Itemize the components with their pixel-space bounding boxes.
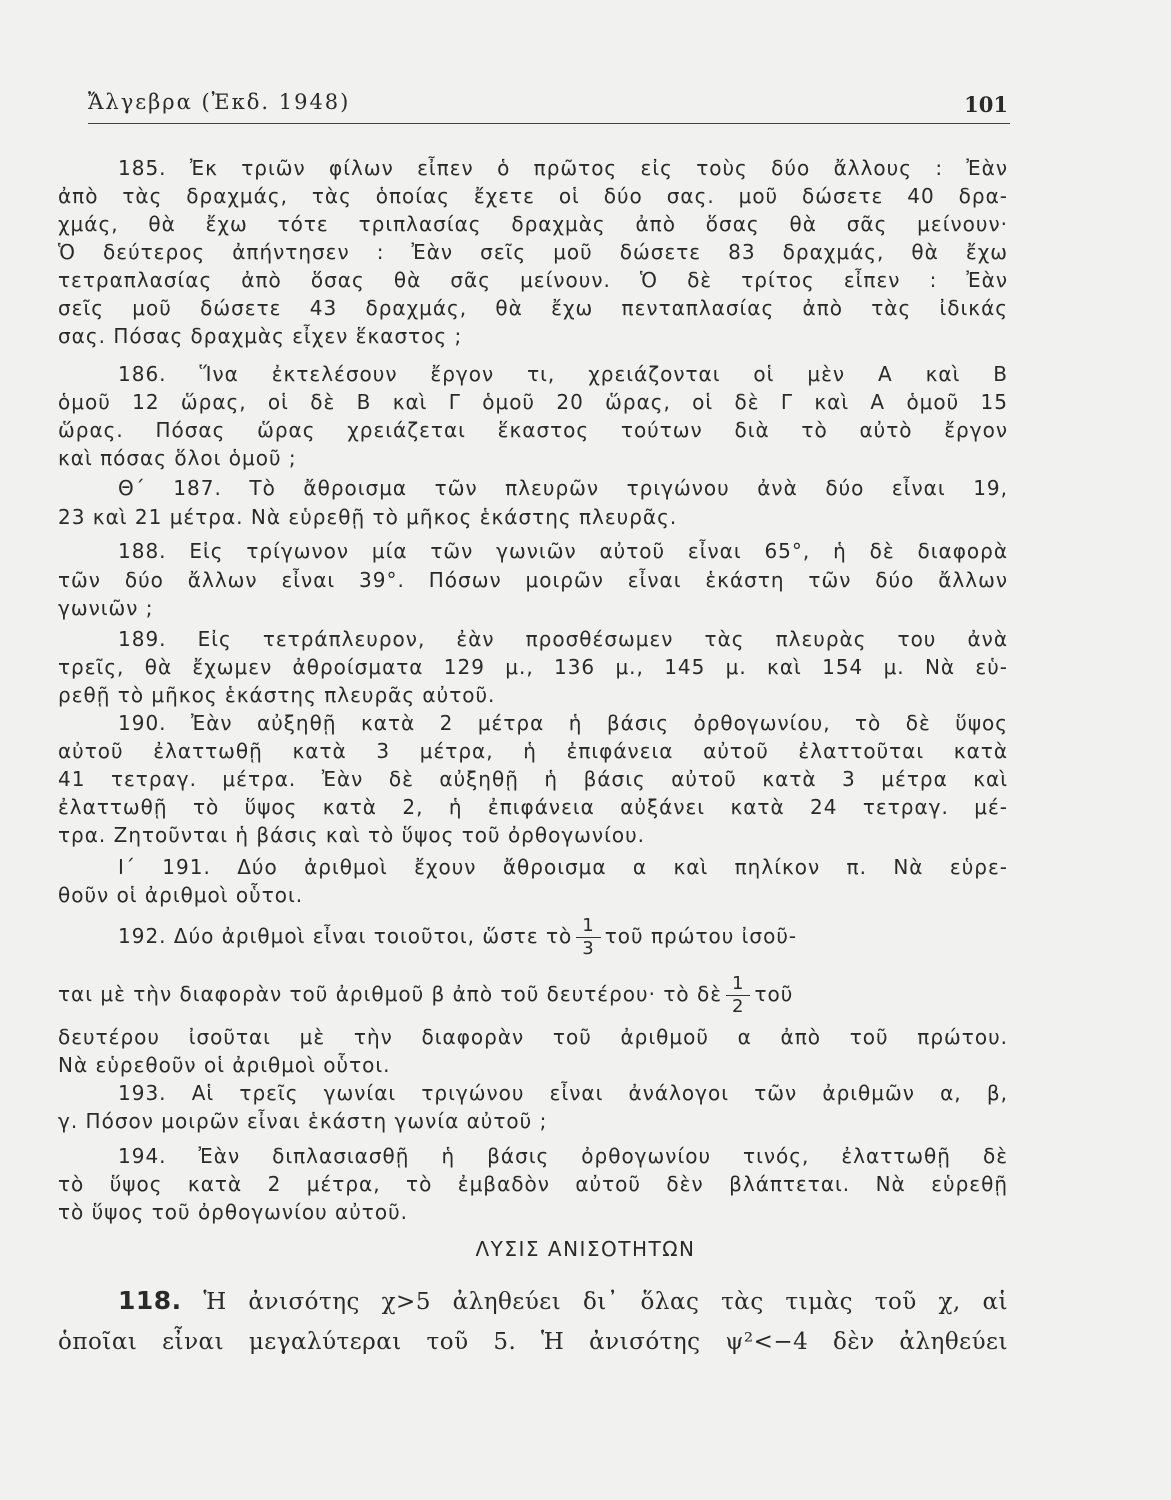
page-number: 101	[964, 92, 1008, 117]
problem-190-line-5: τρα. Ζητοῦνται ἡ βάσις καὶ τὸ ὕψος τοῦ ὀρθογωνίου.	[58, 823, 646, 847]
problem-190-line-3: 41 τετραγ. μέτρα. Ἐὰν δὲ αὐξηθῇ ἡ βάσις αὐτοῦ κατὰ 3 μέτρα καὶ	[58, 767, 1008, 791]
problem-185-line-2: ἀπὸ τὰς δραχμάς, τὰς ὁποίας ἔχετε οἱ δύο σας. μοῦ δώσετε 40 δρα-	[58, 184, 1008, 208]
problem-191-line-1: Ι΄ 191. Δύο ἀριθμοὶ ἔχουν ἄθροισμα α καὶ πηλίκον π. Νὰ εὑρε-	[118, 855, 1008, 879]
fraction-numerator: 1	[726, 973, 750, 996]
problem-192-line-2	[58, 973, 1008, 1017]
problem-190-line-4: ἐλαττωθῇ τὸ ὕψος κατὰ 2, ἡ ἐπιφάνεια αὐξάνει κατὰ 24 τετραγ. μέ-	[58, 795, 1008, 819]
problem-190-line-2: αὐτοῦ ἐλαττωθῇ κατὰ 3 μέτρα, ἡ ἐπιφάνεια αὐτοῦ ἐλαττοῦται κατὰ	[58, 739, 1008, 763]
fraction-numerator: 1	[576, 915, 600, 938]
problem-192-line-4: Νὰ εὑρεθοῦν οἱ ἀριθμοὶ οὗτοι.	[58, 1053, 391, 1077]
problem-185-line-1: 185. Ἐκ τριῶν φίλων εἶπεν ὁ πρῶτος εἰς τοὺς δύο ἄλλους : Ἐὰν	[118, 156, 1008, 180]
problem-194-line-3: τὸ ὕψος τοῦ ὀρθογωνίου αὐτοῦ.	[58, 1200, 408, 1224]
problem-192-text-after-2: τοῦ	[754, 982, 794, 1006]
problem-188-line-1: 188. Εἰς τρίγωνον μία τῶν γωνιῶν αὐτοῦ εἶναι 65°, ἡ δὲ διαφορὰ	[118, 539, 1008, 563]
problem-185-line-3: χμάς, θὰ ἔχω τότε τριπλασίας δραχμὰς ἀπὸ ὅσας θὰ σᾶς μείνουν·	[58, 212, 1008, 236]
fraction-denominator: 3	[582, 938, 595, 959]
header-rule	[88, 123, 1010, 124]
problem-186-line-2: ὁμοῦ 12 ὥρας, οἱ δὲ Β καὶ Γ ὁμοῦ 20 ὥρας, οἱ δὲ Γ καὶ Α ὁμοῦ 15	[58, 390, 1008, 414]
problem-187-line-1: Θ΄ 187. Τὸ ἄθροισμα τῶν πλευρῶν τριγώνου ἀνὰ δύο εἶναι 19,	[118, 476, 1008, 500]
fraction-one-half	[726, 973, 750, 1018]
problem-185-line-6: σεῖς μοῦ δώσετε 43 δραχμάς, θὰ ἔχω πενταπλασίας ἀπὸ τὰς ἰδικάς	[58, 296, 1008, 320]
solution-number: 118.	[118, 1286, 182, 1315]
problem-186-line-4: καὶ πόσας ὅλοι ὁμοῦ ;	[58, 446, 297, 470]
problem-192-text-before: 192. Δύο ἀριθμοὶ εἶναι τοιοῦτοι, ὥστε τὸ	[118, 924, 573, 948]
problem-188-line-2: τῶν δύο ἄλλων εἶναι 39°. Πόσων μοιρῶν εἶναι ἑκάστη τῶν δύο ἄλλων	[58, 568, 1008, 592]
problem-186-line-1: 186. Ἵνα ἐκτελέσουν ἔργον τι, χρειάζονται οἱ μὲν Α καὶ Β	[118, 362, 1008, 386]
fraction-one-third	[576, 915, 600, 960]
problem-193-line-2: γ. Πόσον μοιρῶν εἶναι ἑκάστη γωνία αὐτοῦ ;	[58, 1109, 548, 1133]
problem-185-line-5: τετραπλασίας ἀπὸ ὅσας θὰ σᾶς μείνουν. Ὁ δὲ τρίτος εἶπεν : Ἐὰν	[58, 268, 1008, 292]
solution-118-text-1: Ἡ ἀνισότης χ>5 ἀληθεύει δι᾽ ὅλας τὰς τιμὰς τοῦ χ, αἱ	[203, 1289, 1008, 1315]
problem-188-line-3: γωνιῶν ;	[58, 596, 154, 620]
fraction-denominator: 2	[732, 996, 745, 1017]
problem-192-line-3: δευτέρου ἰσοῦται μὲ τὴν διαφορὰν τοῦ ἀριθμοῦ α ἀπὸ τοῦ πρώτου.	[58, 1025, 1008, 1049]
problem-185-line-7: σας. Πόσας δραχμὰς εἶχεν ἕκαστος ;	[58, 324, 463, 348]
problem-193-line-1: 193. Αἱ τρεῖς γωνίαι τριγώνου εἶναι ἀνάλογοι τῶν ἀριθμῶν α, β,	[118, 1081, 1008, 1105]
section-title: ΛΥΣΙΣ ΑΝΙΣΟΤΗΤΩΝ	[475, 1237, 696, 1261]
problem-192-text-before-2: ται μὲ τὴν διαφορὰν τοῦ ἀριθμοῦ β ἀπὸ τοῦ δευτέρου· τὸ δὲ	[58, 982, 723, 1006]
solution-118-line-1	[118, 1281, 1008, 1321]
problem-192-line-1	[118, 915, 1008, 959]
problem-189-line-3: ρεθῇ τὸ μῆκος ἑκάστης πλευρᾶς αὐτοῦ.	[58, 683, 496, 707]
solution-118-line-2: ὁποῖαι εἶναι μεγαλύτεραι τοῦ 5. Ἡ ἀνισότης ψ²<−4 δὲν ἀληθεύει	[58, 1329, 1008, 1355]
problem-186-line-3: ὥρας. Πόσας ὥρας χρειάζεται ἕκαστος τούτων διὰ τὸ αὐτὸ ἔργον	[58, 418, 1008, 442]
problem-189-line-2: τρεῖς, θὰ ἔχωμεν ἀθροίσματα 129 μ., 136 μ., 145 μ. καὶ 154 μ. Νὰ εὑ-	[58, 655, 1008, 679]
problem-194-line-1: 194. Ἐὰν διπλασιασθῇ ἡ βάσις ὀρθογωνίου τινός, ἐλαττωθῇ δὲ	[118, 1144, 1008, 1168]
problem-187-line-2: 23 καὶ 21 μέτρα. Νὰ εὑρεθῇ τὸ μῆκος ἑκάστης πλευρᾶς.	[58, 505, 678, 529]
page-header	[88, 90, 1008, 120]
problem-189-line-1: 189. Εἰς τετράπλευρον, ἐὰν προσθέσωμεν τὰς πλευρὰς του ἀνὰ	[118, 627, 1008, 651]
running-title: Ἄλγεβρα (Ἐκδ. 1948)	[88, 90, 351, 114]
problem-190-line-1: 190. Ἐὰν αὐξηθῇ κατὰ 2 μέτρα ἡ βάσις ὀρθογωνίου, τὸ δὲ ὕψος	[118, 711, 1008, 735]
problem-194-line-2: τὸ ὕψος κατὰ 2 μέτρα, τὸ ἐμβαδὸν αὐτοῦ δὲν βλάπτεται. Νὰ εὑρεθῇ	[58, 1172, 1008, 1196]
problem-191-line-2: θοῦν οἱ ἀριθμοὶ οὗτοι.	[58, 883, 304, 907]
problem-192-text-after: τοῦ πρώτου ἰσοῦ-	[604, 924, 798, 948]
problem-185-line-4: Ὁ δεύτερος ἀπήντησεν : Ἐὰν σεῖς μοῦ δώσετε 83 δραχμάς, θὰ ἔχω	[58, 240, 1008, 264]
